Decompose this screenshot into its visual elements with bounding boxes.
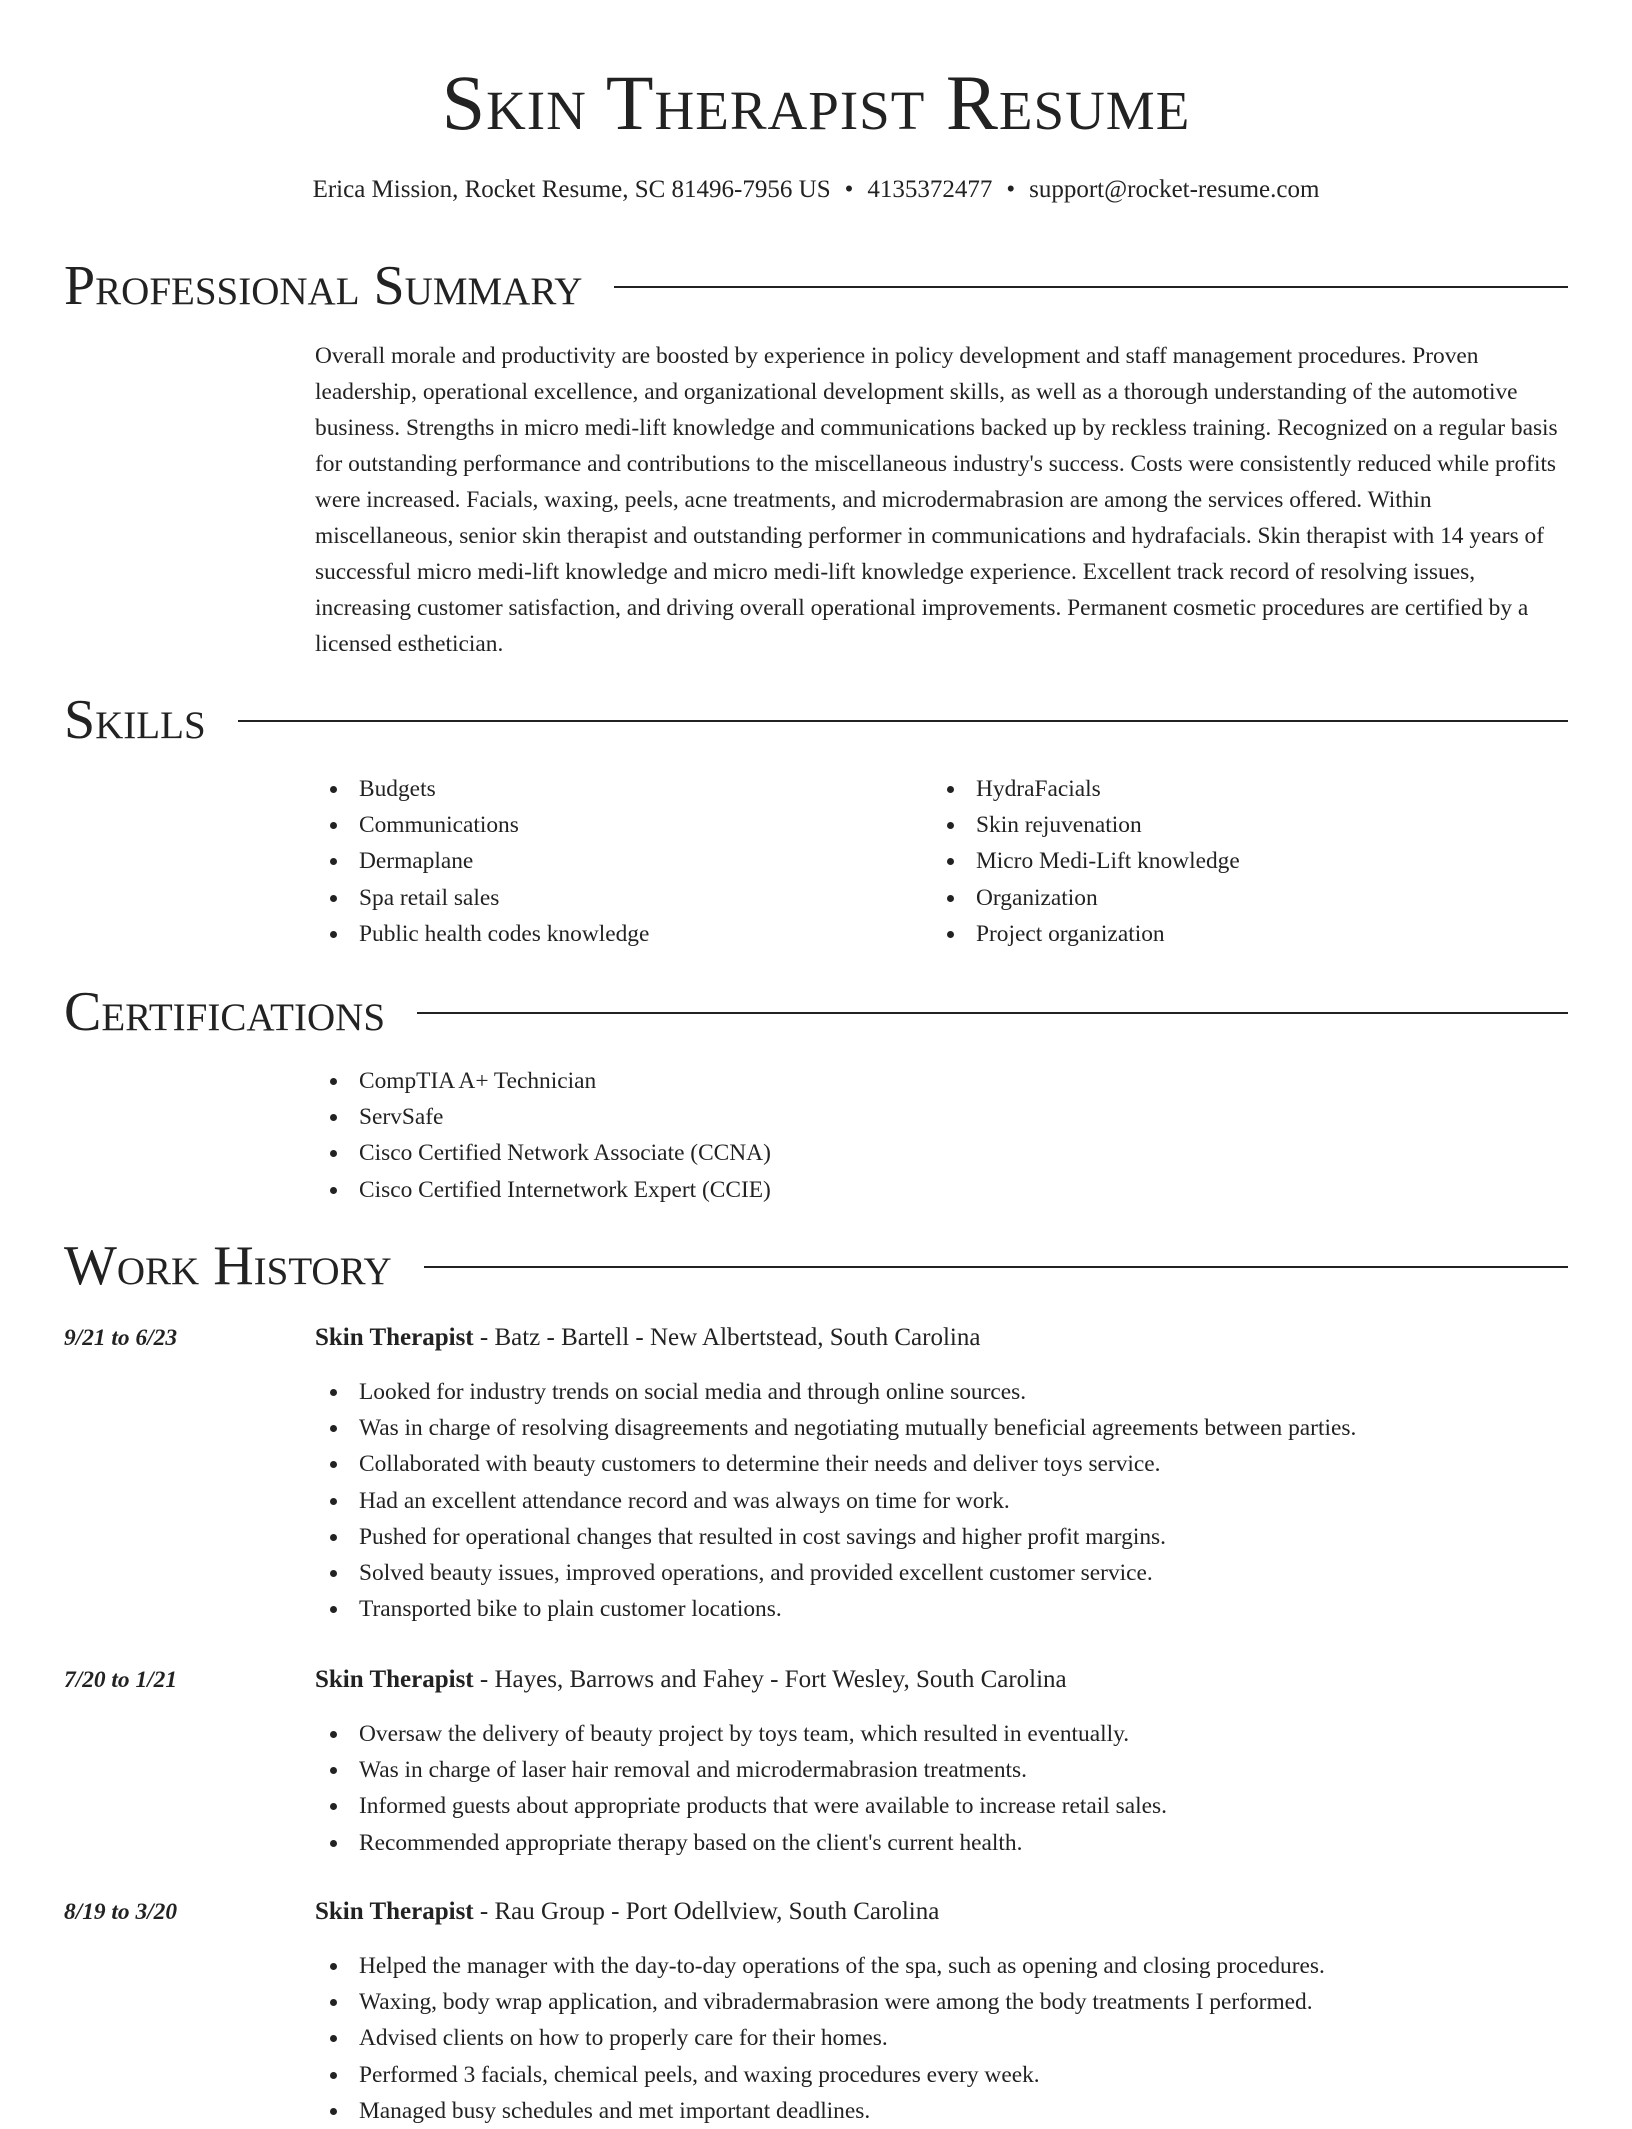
work-history-heading: Work History	[64, 1235, 392, 1297]
job-duty: Managed busy schedules and met important deadlines.	[315, 2093, 1565, 2129]
contact-address: Erica Mission, Rocket Resume, SC 81496-7956 US	[312, 176, 831, 203]
job-duty: Oversaw the delivery of beauty project by toys team, which resulted in eventually.	[315, 1716, 1565, 1752]
job-dates: 8/19 to 3/20	[64, 1899, 178, 1925]
certification-item: Cisco Certified Internetwork Expert (CCIE)	[315, 1172, 1515, 1208]
certification-item: CompTIA A+ Technician	[315, 1063, 1515, 1099]
job-title: Skin Therapist	[315, 1898, 474, 1925]
skills-list-left	[315, 771, 915, 952]
job-title: Skin Therapist	[315, 1666, 474, 1693]
skills-list-right	[932, 771, 1532, 952]
job-duty: Was in charge of laser hair removal and microdermabrasion treatments.	[315, 1752, 1565, 1788]
summary-section-header	[64, 254, 1568, 318]
job-duty: Was in charge of resolving disagreements and negotiating mutually beneficial agreements between parties.	[315, 1410, 1565, 1446]
skills-section-header	[64, 688, 1568, 752]
job-duty: Looked for industry trends on social media and through online sources.	[315, 1374, 1565, 1410]
skills-heading: Skills	[64, 689, 206, 751]
job-heading	[315, 1320, 980, 1356]
contact-separator: •	[1006, 176, 1016, 203]
job-duty: Recommended appropriate therapy based on the client's current health.	[315, 1825, 1565, 1861]
certification-item: ServSafe	[315, 1099, 1515, 1135]
job-duty: Helped the manager with the day-to-day operations of the spa, such as opening and closing procedures.	[315, 1948, 1565, 1984]
section-divider	[238, 720, 1568, 722]
job-employer-location: - Batz - Bartell - New Albertstead, South Carolina	[473, 1324, 981, 1351]
section-divider	[614, 286, 1568, 288]
job-duty: Waxing, body wrap application, and vibradermabrasion were among the body treatments I performed.	[315, 1984, 1565, 2020]
contact-phone: 4135372477	[867, 176, 993, 203]
skill-item: Spa retail sales	[315, 880, 915, 916]
job-duty: Performed 3 facials, chemical peels, and waxing procedures every week.	[315, 2057, 1565, 2093]
job-dates: 9/21 to 6/23	[64, 1325, 178, 1351]
skill-item: Budgets	[315, 771, 915, 807]
skill-item: Public health codes knowledge	[315, 916, 915, 952]
job-duty: Pushed for operational changes that resulted in cost savings and higher profit margins.	[315, 1519, 1565, 1555]
certification-item: Cisco Certified Network Associate (CCNA)	[315, 1135, 1515, 1171]
contact-email: support@rocket-resume.com	[1029, 176, 1320, 203]
resume-title: Skin Therapist Resume	[441, 59, 1191, 146]
job-dates: 7/20 to 1/21	[64, 1667, 178, 1693]
job-duties-list	[315, 1948, 1565, 2129]
skill-item: Communications	[315, 807, 915, 843]
certifications-heading: Certifications	[64, 981, 386, 1043]
certifications-section-header	[64, 980, 1568, 1044]
section-divider	[424, 1266, 1568, 1268]
job-employer-location: - Hayes, Barrows and Fahey - Fort Wesley, South Carolina	[473, 1666, 1067, 1693]
job-duty: Advised clients on how to properly care for their homes.	[315, 2020, 1565, 2056]
summary-heading: Professional Summary	[64, 255, 583, 317]
work-history-section-header	[64, 1234, 1568, 1298]
job-duty: Solved beauty issues, improved operations, and provided excellent customer service.	[315, 1555, 1565, 1591]
skill-item: Micro Medi-Lift knowledge	[932, 843, 1532, 879]
job-title: Skin Therapist	[315, 1324, 474, 1351]
skill-item: Dermaplane	[315, 843, 915, 879]
job-duties-list	[315, 1374, 1565, 1627]
job-heading	[315, 1662, 1067, 1698]
skill-item: Project organization	[932, 916, 1532, 952]
job-heading	[315, 1894, 939, 1930]
certifications-list	[315, 1063, 1515, 1208]
contact-line	[0, 173, 1632, 207]
skill-item: Organization	[932, 880, 1532, 916]
summary-text: Overall morale and productivity are boosted by experience in policy development and staff management procedures. Proven leadership, operational excellence, and organizational development skills, as well as a thorough understanding of the automotive business. Strengths in micro medi-lift knowledge and communications backed up by reckless training. Recognized on a regular basis for outstanding performance and contributions to the miscellaneous industry's success. Costs were consistently reduced while profits were increased. Facials, waxing, peels, acne treatments, and microdermabrasion are among the services offered. Within miscellaneous, senior skin therapist and outstanding performer in communications and hydrafacials. Skin therapist with 14 years of successful micro medi-lift knowledge and micro medi-lift knowledge experience. Excellent track record of resolving issues, increasing customer satisfaction, and driving overall operational improvements. Permanent cosmetic procedures are certified by a licensed esthetician.	[315, 343, 1558, 657]
skill-item: HydraFacials	[932, 771, 1532, 807]
contact-separator: •	[844, 176, 854, 203]
job-duty: Had an excellent attendance record and was always on time for work.	[315, 1483, 1565, 1519]
job-duty: Informed guests about appropriate products that were available to increase retail sales.	[315, 1788, 1565, 1824]
skill-item: Skin rejuvenation	[932, 807, 1532, 843]
job-duties-list	[315, 1716, 1565, 1861]
job-employer-location: - Rau Group - Port Odellview, South Carolina	[473, 1898, 940, 1925]
job-duty: Collaborated with beauty customers to determine their needs and deliver toys service.	[315, 1446, 1565, 1482]
job-duty: Transported bike to plain customer locations.	[315, 1591, 1565, 1627]
section-divider	[417, 1012, 1568, 1014]
